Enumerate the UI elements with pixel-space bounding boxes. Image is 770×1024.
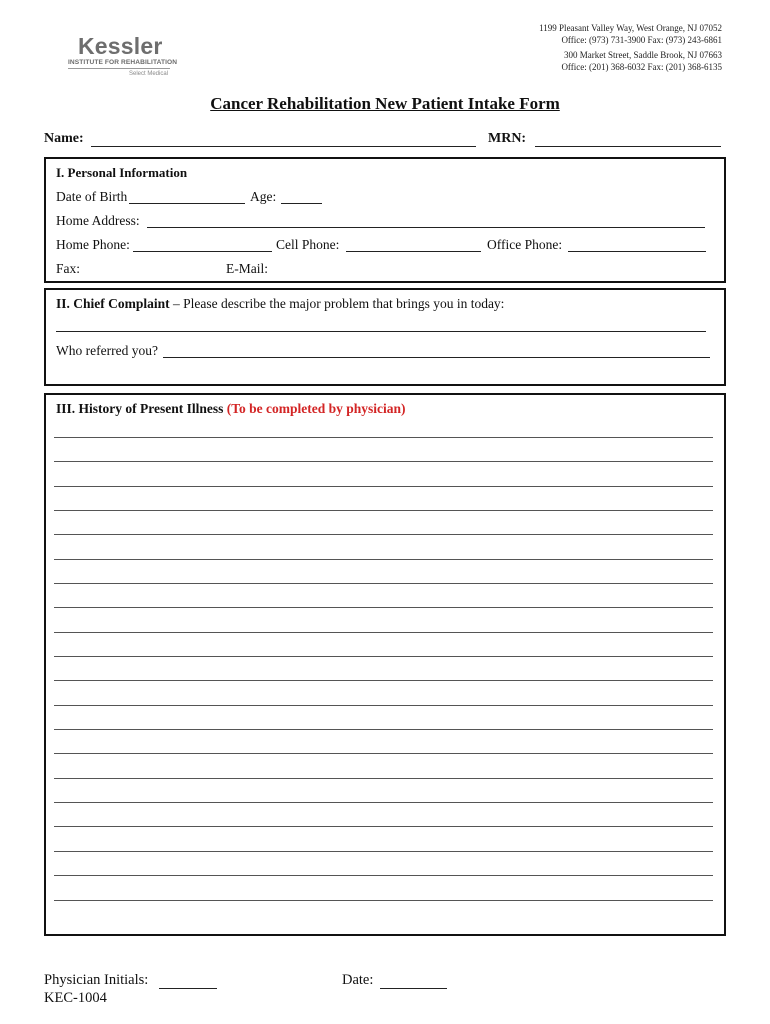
logo-subtitle: INSTITUTE FOR REHABILITATION bbox=[68, 59, 178, 66]
personal-information-heading: I. Personal Information bbox=[56, 165, 188, 180]
address-2-contact: Office: (201) 368-6032 Fax: (201) 368-6135 bbox=[561, 62, 722, 72]
mrn-label: MRN: bbox=[488, 131, 527, 146]
logo-divider bbox=[68, 68, 170, 69]
chief-complaint-prompt: – Please describe the major problem that brings you in today: bbox=[169, 296, 505, 311]
chief-complaint-heading-line bbox=[56, 296, 504, 312]
history-line[interactable] bbox=[54, 826, 713, 827]
history-line[interactable] bbox=[54, 875, 713, 876]
mrn-field[interactable] bbox=[535, 146, 721, 147]
referred-by-label: Who referred you? bbox=[56, 343, 158, 358]
history-heading-line bbox=[56, 401, 406, 417]
home-phone-field[interactable] bbox=[133, 251, 272, 252]
age-label: Age: bbox=[250, 189, 277, 204]
history-line[interactable] bbox=[54, 534, 713, 535]
chief-complaint-heading: II. Chief Complaint bbox=[56, 296, 170, 311]
age-field[interactable] bbox=[281, 203, 322, 204]
history-line[interactable] bbox=[54, 705, 713, 706]
date-label: Date: bbox=[342, 972, 374, 988]
date-field[interactable] bbox=[380, 988, 447, 989]
address-1-contact: Office: (973) 731-3900 Fax: (973) 243-6861 bbox=[561, 35, 722, 45]
address-1-street: 1199 Pleasant Valley Way, West Orange, NJ 07052 bbox=[539, 23, 722, 33]
history-line[interactable] bbox=[54, 461, 713, 462]
history-line[interactable] bbox=[54, 437, 713, 438]
history-line[interactable] bbox=[54, 583, 713, 584]
history-line[interactable] bbox=[54, 486, 713, 487]
name-label: Name: bbox=[44, 131, 84, 146]
logo-affiliate: Select Medical bbox=[129, 71, 169, 77]
history-line[interactable] bbox=[54, 632, 713, 633]
history-of-present-illness-section bbox=[44, 393, 726, 936]
physician-initials-label: Physician Initials: bbox=[44, 972, 149, 988]
history-line[interactable] bbox=[54, 510, 713, 511]
history-line[interactable] bbox=[54, 753, 713, 754]
form-title: Cancer Rehabilitation New Patient Intake Form bbox=[210, 94, 560, 113]
history-line[interactable] bbox=[54, 802, 713, 803]
logo-wordmark: Kessler bbox=[78, 33, 163, 59]
history-line[interactable] bbox=[54, 900, 713, 901]
office-phone-label: Office Phone: bbox=[487, 237, 563, 252]
chief-complaint-field[interactable] bbox=[56, 331, 706, 332]
history-line[interactable] bbox=[54, 680, 713, 681]
cell-phone-field[interactable] bbox=[346, 251, 481, 252]
history-line[interactable] bbox=[54, 778, 713, 779]
dob-field[interactable] bbox=[129, 203, 245, 204]
history-line[interactable] bbox=[54, 656, 713, 657]
home-address-field[interactable] bbox=[147, 227, 705, 228]
dob-label: Date of Birth bbox=[56, 189, 128, 204]
home-phone-label: Home Phone: bbox=[56, 237, 130, 252]
fax-label: Fax: bbox=[56, 261, 81, 276]
name-field[interactable] bbox=[91, 146, 476, 147]
history-line[interactable] bbox=[54, 559, 713, 560]
history-line[interactable] bbox=[54, 851, 713, 852]
referred-by-field[interactable] bbox=[163, 357, 710, 358]
email-label: E-Mail: bbox=[226, 261, 268, 276]
history-line[interactable] bbox=[54, 729, 713, 730]
physician-only-note: (To be completed by physician) bbox=[226, 401, 406, 416]
home-address-label: Home Address: bbox=[56, 213, 140, 228]
form-code: KEC-1004 bbox=[44, 990, 107, 1006]
cell-phone-label: Cell Phone: bbox=[276, 237, 340, 252]
office-phone-field[interactable] bbox=[568, 251, 706, 252]
physician-initials-field[interactable] bbox=[159, 988, 217, 989]
address-2-street: 300 Market Street, Saddle Brook, NJ 07663 bbox=[564, 50, 722, 60]
history-heading: III. History of Present Illness bbox=[56, 401, 227, 416]
history-line[interactable] bbox=[54, 607, 713, 608]
